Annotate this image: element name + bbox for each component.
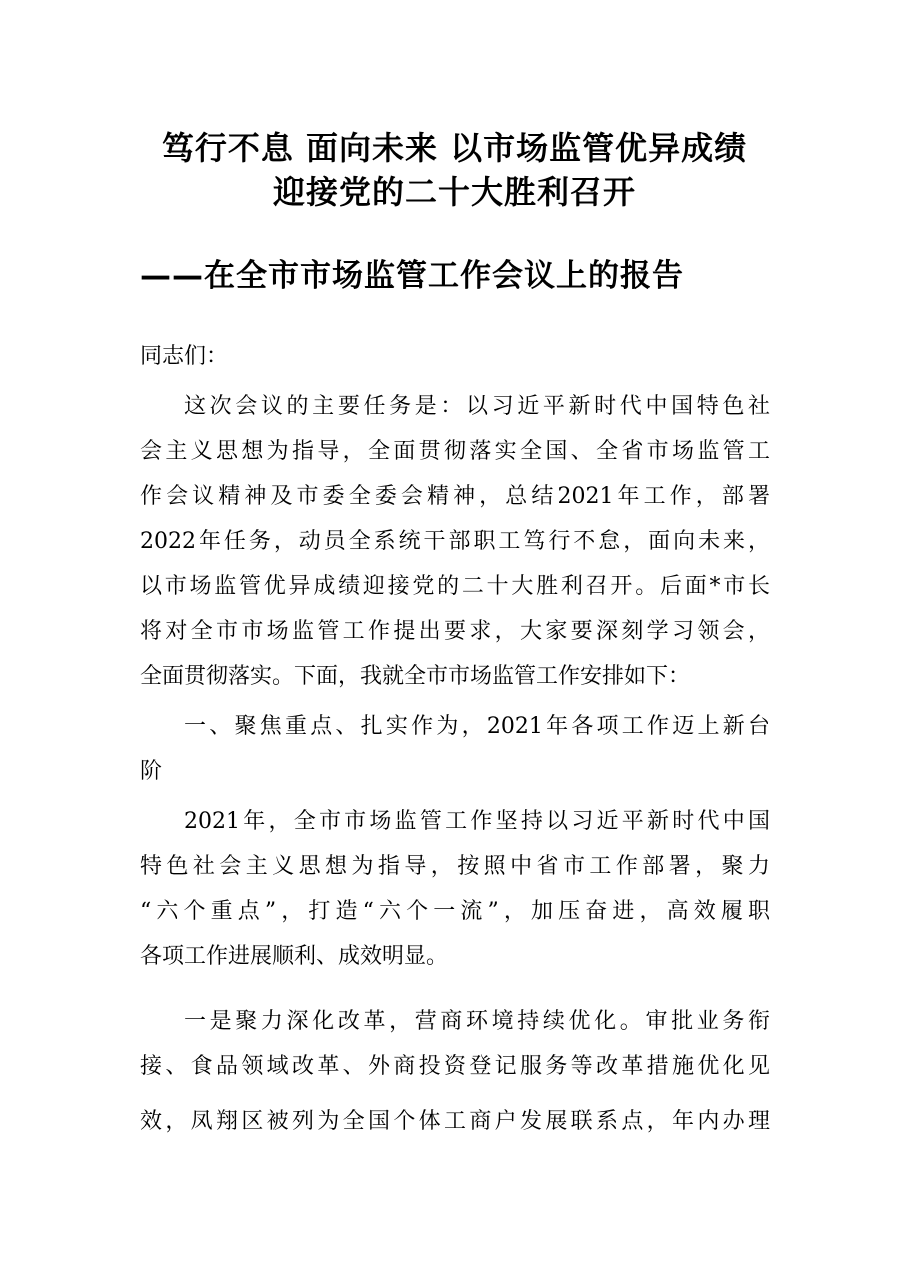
body-line: 各项工作进展顺利、成效明显。 xyxy=(140,944,449,969)
body-line: 作会议精神及市委全委会精神，总结2021年工作，部署 xyxy=(140,484,770,509)
body-line: 2022年任务，动员全系统干部职工笃行不怠，面向未来， xyxy=(140,529,770,554)
body-line: 全面贯彻落实。下面，我就全市市场监管工作安排如下： xyxy=(140,664,691,689)
body-line: 这次会议的主要任务是：以习近平新时代中国特色社 xyxy=(184,394,770,419)
body-line: 以市场监管优异成绩迎接党的二十大胜利召开。后面*市长 xyxy=(140,574,770,599)
body-line: 2021年，全市市场监管工作坚持以习近平新时代中国 xyxy=(184,809,770,834)
title-line-2: 迎接党的二十大胜利召开 xyxy=(272,173,636,211)
body-line: 效，凤翔区被列为全国个体工商户发展联系点，年内办理 xyxy=(140,1109,770,1134)
section-heading: 阶 xyxy=(140,759,163,784)
body-line: 接、食品领域改革、外商投资登记服务等改革措施优化见 xyxy=(140,1054,770,1079)
salutation: 同志们： xyxy=(140,344,229,369)
body-line: 特色社会主义思想为指导，按照中省市工作部署，聚力 xyxy=(140,854,770,879)
body-line: “六个重点”，打造“六个一流”，加压奋进，高效履职 xyxy=(140,899,770,924)
subtitle: ——在全市市场监管工作会议上的报告 xyxy=(140,258,684,294)
body-line: 一是聚力深化改革，营商环境持续优化。审批业务衔 xyxy=(184,1009,770,1034)
section-heading: 一、聚焦重点、扎实作为，2021年各项工作迈上新台 xyxy=(184,714,770,739)
body-line: 会主义思想为指导，全面贯彻落实全国、全省市场监管工 xyxy=(140,439,770,464)
body-line: 将对全市市场监管工作提出要求，大家要深刻学习领会， xyxy=(140,619,770,644)
title-line-1: 笃行不息 面向未来 以市场监管优异成绩 xyxy=(161,129,748,167)
